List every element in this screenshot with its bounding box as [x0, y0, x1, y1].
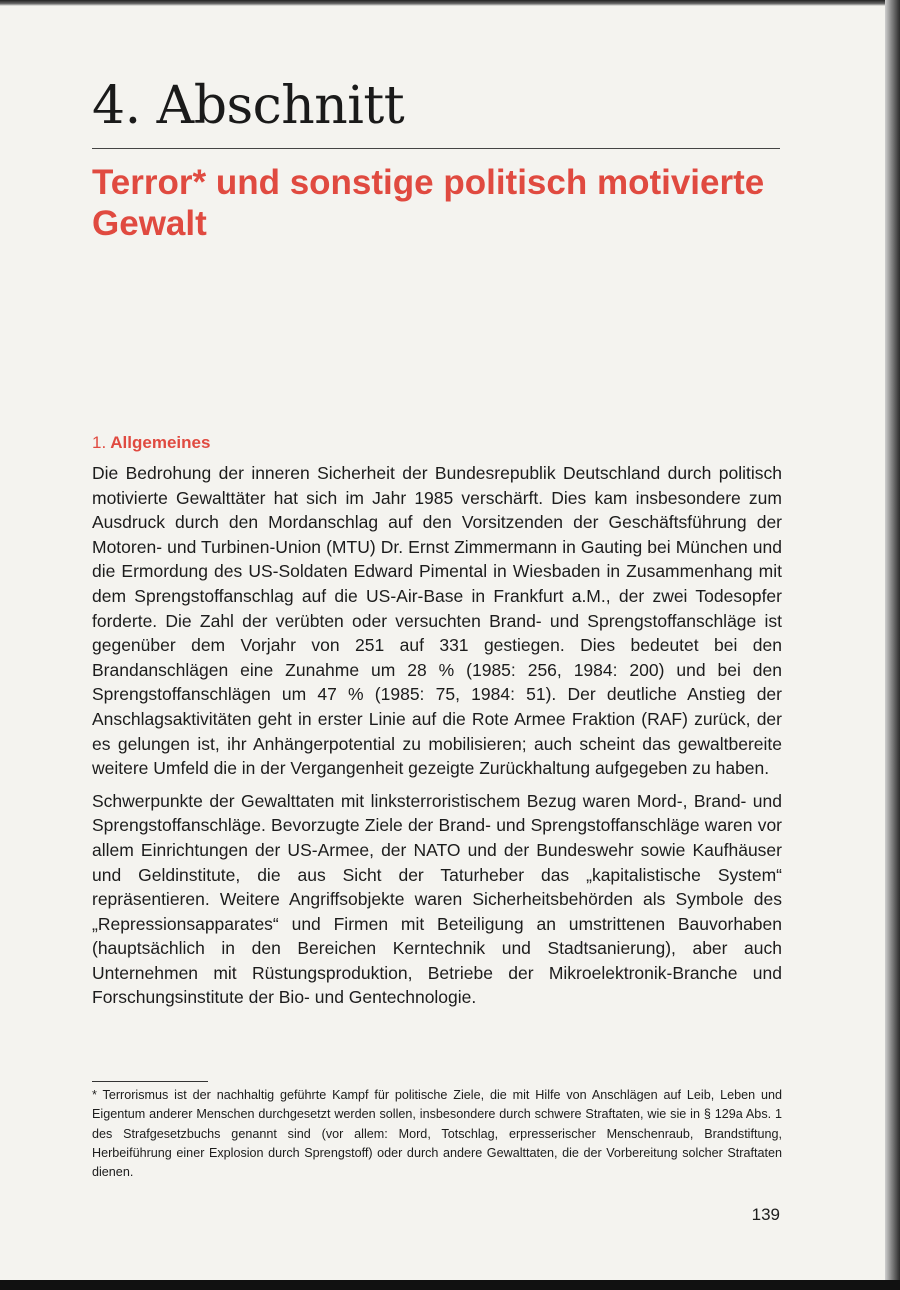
page-top-edge [0, 0, 900, 6]
footnote: * Terrorismus ist der nachhaltig geführte Kampf für politische Ziele, die mit Hilfe von Anschlägen auf Leib, Leben und Eigentum anderer Menschen durchgesetzt werden sollen, insbesondere durch schwere Straftaten, wie sie in § 129a Abs. 1 des Strafgesetzbuchs genannt sind (vor allem: Mord, Totschlag, erpresserischer Menschenraub, Brandstiftung, Herbeiführung einer Explosion durch Sprengstoff) oder durch andere Gewalttaten, die der Vorbereitung solcher Straftaten dienen. [92, 1088, 782, 1180]
page-number: 139 [751, 1205, 780, 1224]
paragraph: Die Bedrohung der inneren Sicherheit der Bundesrepublik Deutschland durch politisch motivierte Gewalttäter hat sich im Jahr 1985 verschärft. Dies kam insbesondere zum Ausdruck durch den Mordanschlag auf den Vorsitzenden der Geschäftsführung der Motoren- und Turbinen-Union (MTU) Dr. Ernst Zimmermann in Gauting bei München und die Ermordung des US-Soldaten Edward Pimental in Wiesbaden in Zusammenhang mit dem Sprengstoffanschlag auf die US-Air-Base in Frankfurt a.M., der zwei Todesopfer forderte. Die Zahl der verübten oder versuchten Brand- und Sprengstoffanschläge ist gegenüber dem Vorjahr von 251 auf 331 gestiegen. Dies bedeutet bei den Brandanschlägen eine Zunahme um 28 % (1985: 256, 1984: 200) und bei den Sprengstoffanschlägen um 47 % (1985: 75, 1984: 51). Der deutliche Anstieg der Anschlagsaktivitäten geht in erster Linie auf die Rote Armee Fraktion (RAF) zurück, der es gelungen ist, ihr Anhängerpotential zu mobilisieren; auch scheint das gewaltbereite weitere Umfeld die in der Vergangenheit gezeigte Zurückhaltung aufgegeben zu haben. [92, 463, 782, 779]
section-number: 1. [92, 433, 107, 452]
chapter-subtitle: Terror* und sonstige politisch motivierte Gewalt [92, 163, 765, 243]
section-title: Allgemeines [110, 433, 211, 452]
section-heading [92, 432, 210, 454]
footnote-rule [92, 1081, 208, 1082]
page-bottom-edge [0, 1280, 900, 1290]
chapter-title: 4. Abschnitt [92, 76, 405, 136]
paragraph: Schwerpunkte der Gewalttaten mit linksterroristischem Bezug waren Mord-, Brand- und Sprengstoffanschläge. Bevorzugte Ziele der Brand- und Sprengstoffanschläge waren vor allem Einrichtungen der US-Armee, der NATO und der Bundeswehr sowie Kaufhäuser und Geldinstitute, die aus Sicht der Taturheber das „kapitalistische System“ repräsentieren. Weitere Angriffsobjekte waren Sicherheitsbehörden als Symbole des „Repressionsapparates“ und Firmen mit Beteiligung an umstrittenen Bauvorhaben (hauptsächlich in den Bereichen Kerntechnik und Stadtsanierung), aber auch Unternehmen mit Rüstungsproduktion, Betriebe der Mikroelektronik-Branche und Forschungsinstitute der Bio- und Gentechnologie. [92, 790, 782, 1008]
title-rule [92, 148, 780, 149]
page-binding-edge [885, 0, 900, 1290]
body-text [92, 461, 782, 1018]
